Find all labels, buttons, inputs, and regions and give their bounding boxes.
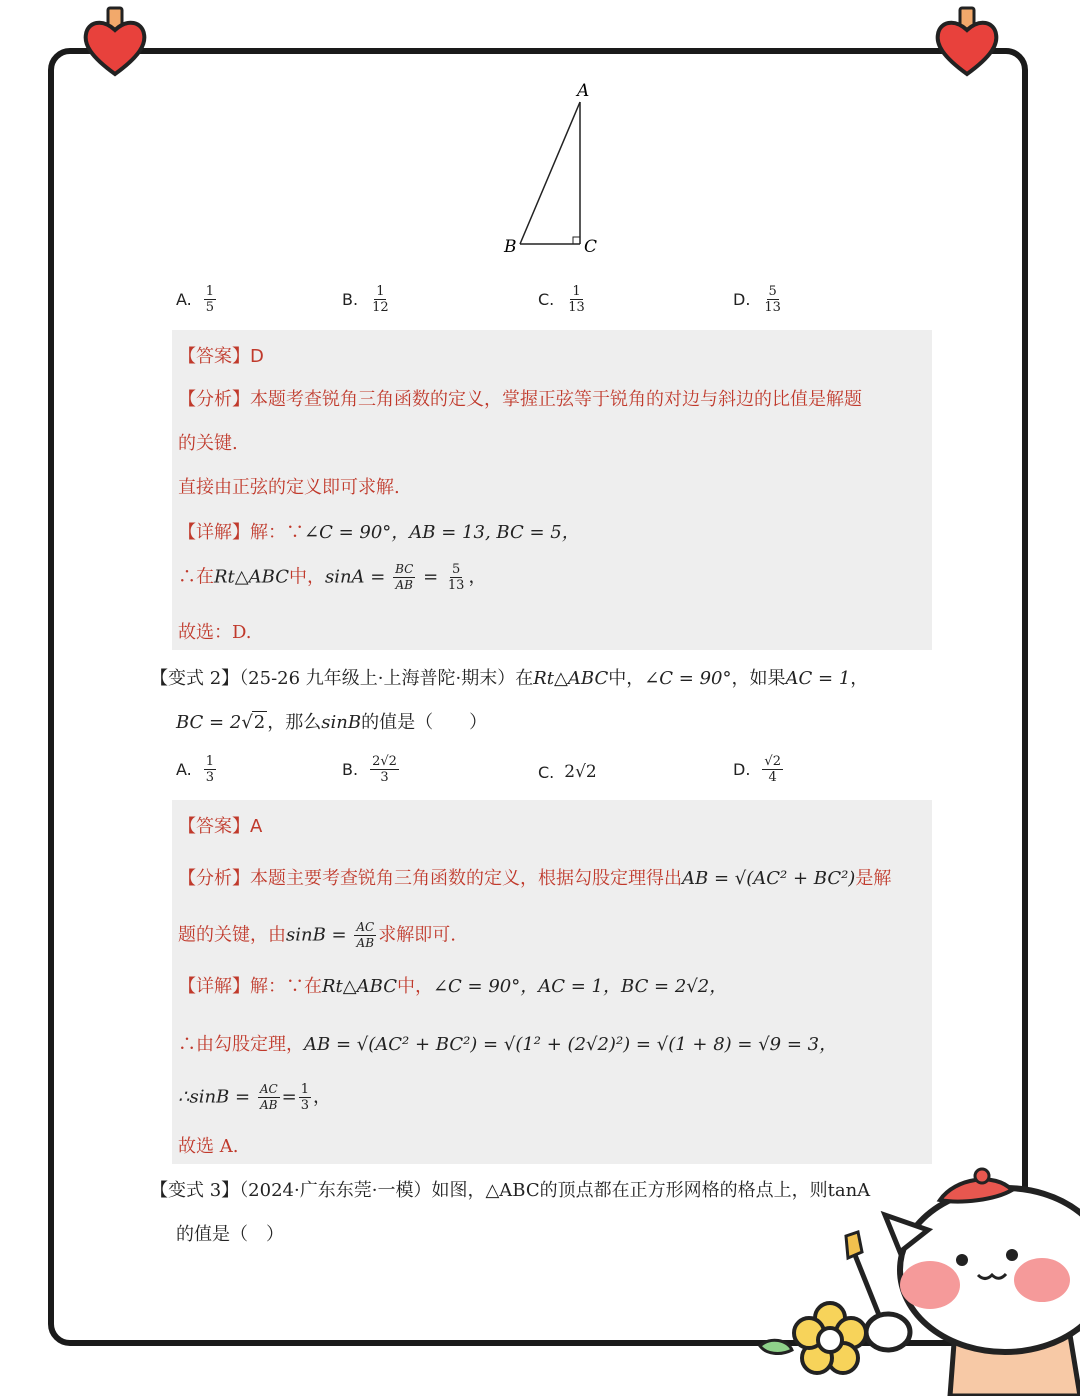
q1-analysis-line-3: 直接由正弦的定义即可求解. — [178, 477, 400, 498]
vertex-label-a: A — [577, 81, 590, 101]
q3-stem-line-2: 的值是（ ） — [176, 1224, 284, 1245]
q2-options — [176, 754, 936, 798]
q1-conclusion: 故选：D. — [178, 622, 252, 643]
q1-detail-line-2: ∴在Rt△ABC中，sinA = $\frac{BC}{AB}$ = $\frac{5}{13}$ ， — [178, 562, 487, 593]
vertex-label-b: B — [504, 237, 517, 257]
q1-option-a[interactable]: A. $\frac{1}{5}$ — [176, 284, 215, 315]
q2-stem-line-2: BC = 2√2 ，那么sinB的值是（ ） — [176, 712, 488, 733]
q1-answer-box — [172, 330, 932, 650]
q2-stem-line-1: 【变式 2】（25-26 九年级上·上海普陀·期末）在Rt△ABC中，∠C = 90°，如果AC = 1， — [150, 668, 869, 689]
q1-option-b[interactable]: B. $\frac{1}{12}$ — [342, 284, 389, 315]
q2-option-b[interactable]: B. $\frac{2√2}{3}$ — [342, 754, 397, 785]
q2-analysis-line-1: 【分析】本题主要考查锐角三角函数的定义，根据勾股定理得出AB = √(AC² + BC²)是解 — [178, 868, 892, 889]
q2-conclusion: 故选 A. — [178, 1136, 239, 1157]
q3-stem-line-1: 【变式 3】（2024·广东东莞·一模）如图，△ABC的顶点都在正方形网格的格点上，则tanA — [150, 1180, 871, 1201]
q1-analysis-line-1: 【分析】本题考查锐角三角函数的定义，掌握正弦等于锐角的对边与斜边的比值是解题 — [178, 389, 862, 410]
q1-options — [176, 284, 936, 328]
q2-option-c[interactable]: C. 2√2 — [538, 762, 597, 782]
q2-detail-line-2: ∴由勾股定理，AB = √(AC² + BC²) = √(1² + (2√2)²) = √(1 + 8) = √9 = 3， — [178, 1034, 838, 1055]
vertex-label-c: C — [584, 237, 598, 257]
q2-detail-line-3: ∴sinB = $\frac{AC}{AB}$ = $\frac{1}{3}$ ， — [178, 1082, 332, 1113]
q1-option-d[interactable]: D. $\frac{5}{13}$ — [733, 284, 781, 315]
heart-pin-left-icon — [80, 6, 150, 78]
q2-option-a[interactable]: A. $\frac{1}{3}$ — [176, 754, 215, 785]
q2-answer-box — [172, 800, 932, 1164]
triangle-figure — [500, 78, 610, 263]
q1-detail-line-1: 【详解】解：∵∠C = 90°，AB = 13, BC = 5， — [178, 522, 580, 543]
q1-analysis-line-2: 的关键. — [178, 433, 238, 454]
q2-option-d[interactable]: D. $\frac{√2}{4}$ — [733, 754, 781, 785]
q1-answer-line: 【答案】D — [178, 346, 264, 367]
q1-option-c[interactable]: C. $\frac{1}{13}$ — [538, 284, 585, 315]
q2-answer-line: 【答案】A — [178, 816, 263, 837]
q2-analysis-line-2: 题的关键，由sinB = $\frac{AC}{AB}$ 求解即可. — [178, 920, 456, 950]
q2-detail-line-1: 【详解】解：∵在Rt△ABC中，∠C = 90°，AC = 1，BC = 2√2， — [178, 976, 728, 997]
heart-pin-right-icon — [932, 6, 1002, 78]
cat-mascot-icon — [750, 1160, 1080, 1396]
